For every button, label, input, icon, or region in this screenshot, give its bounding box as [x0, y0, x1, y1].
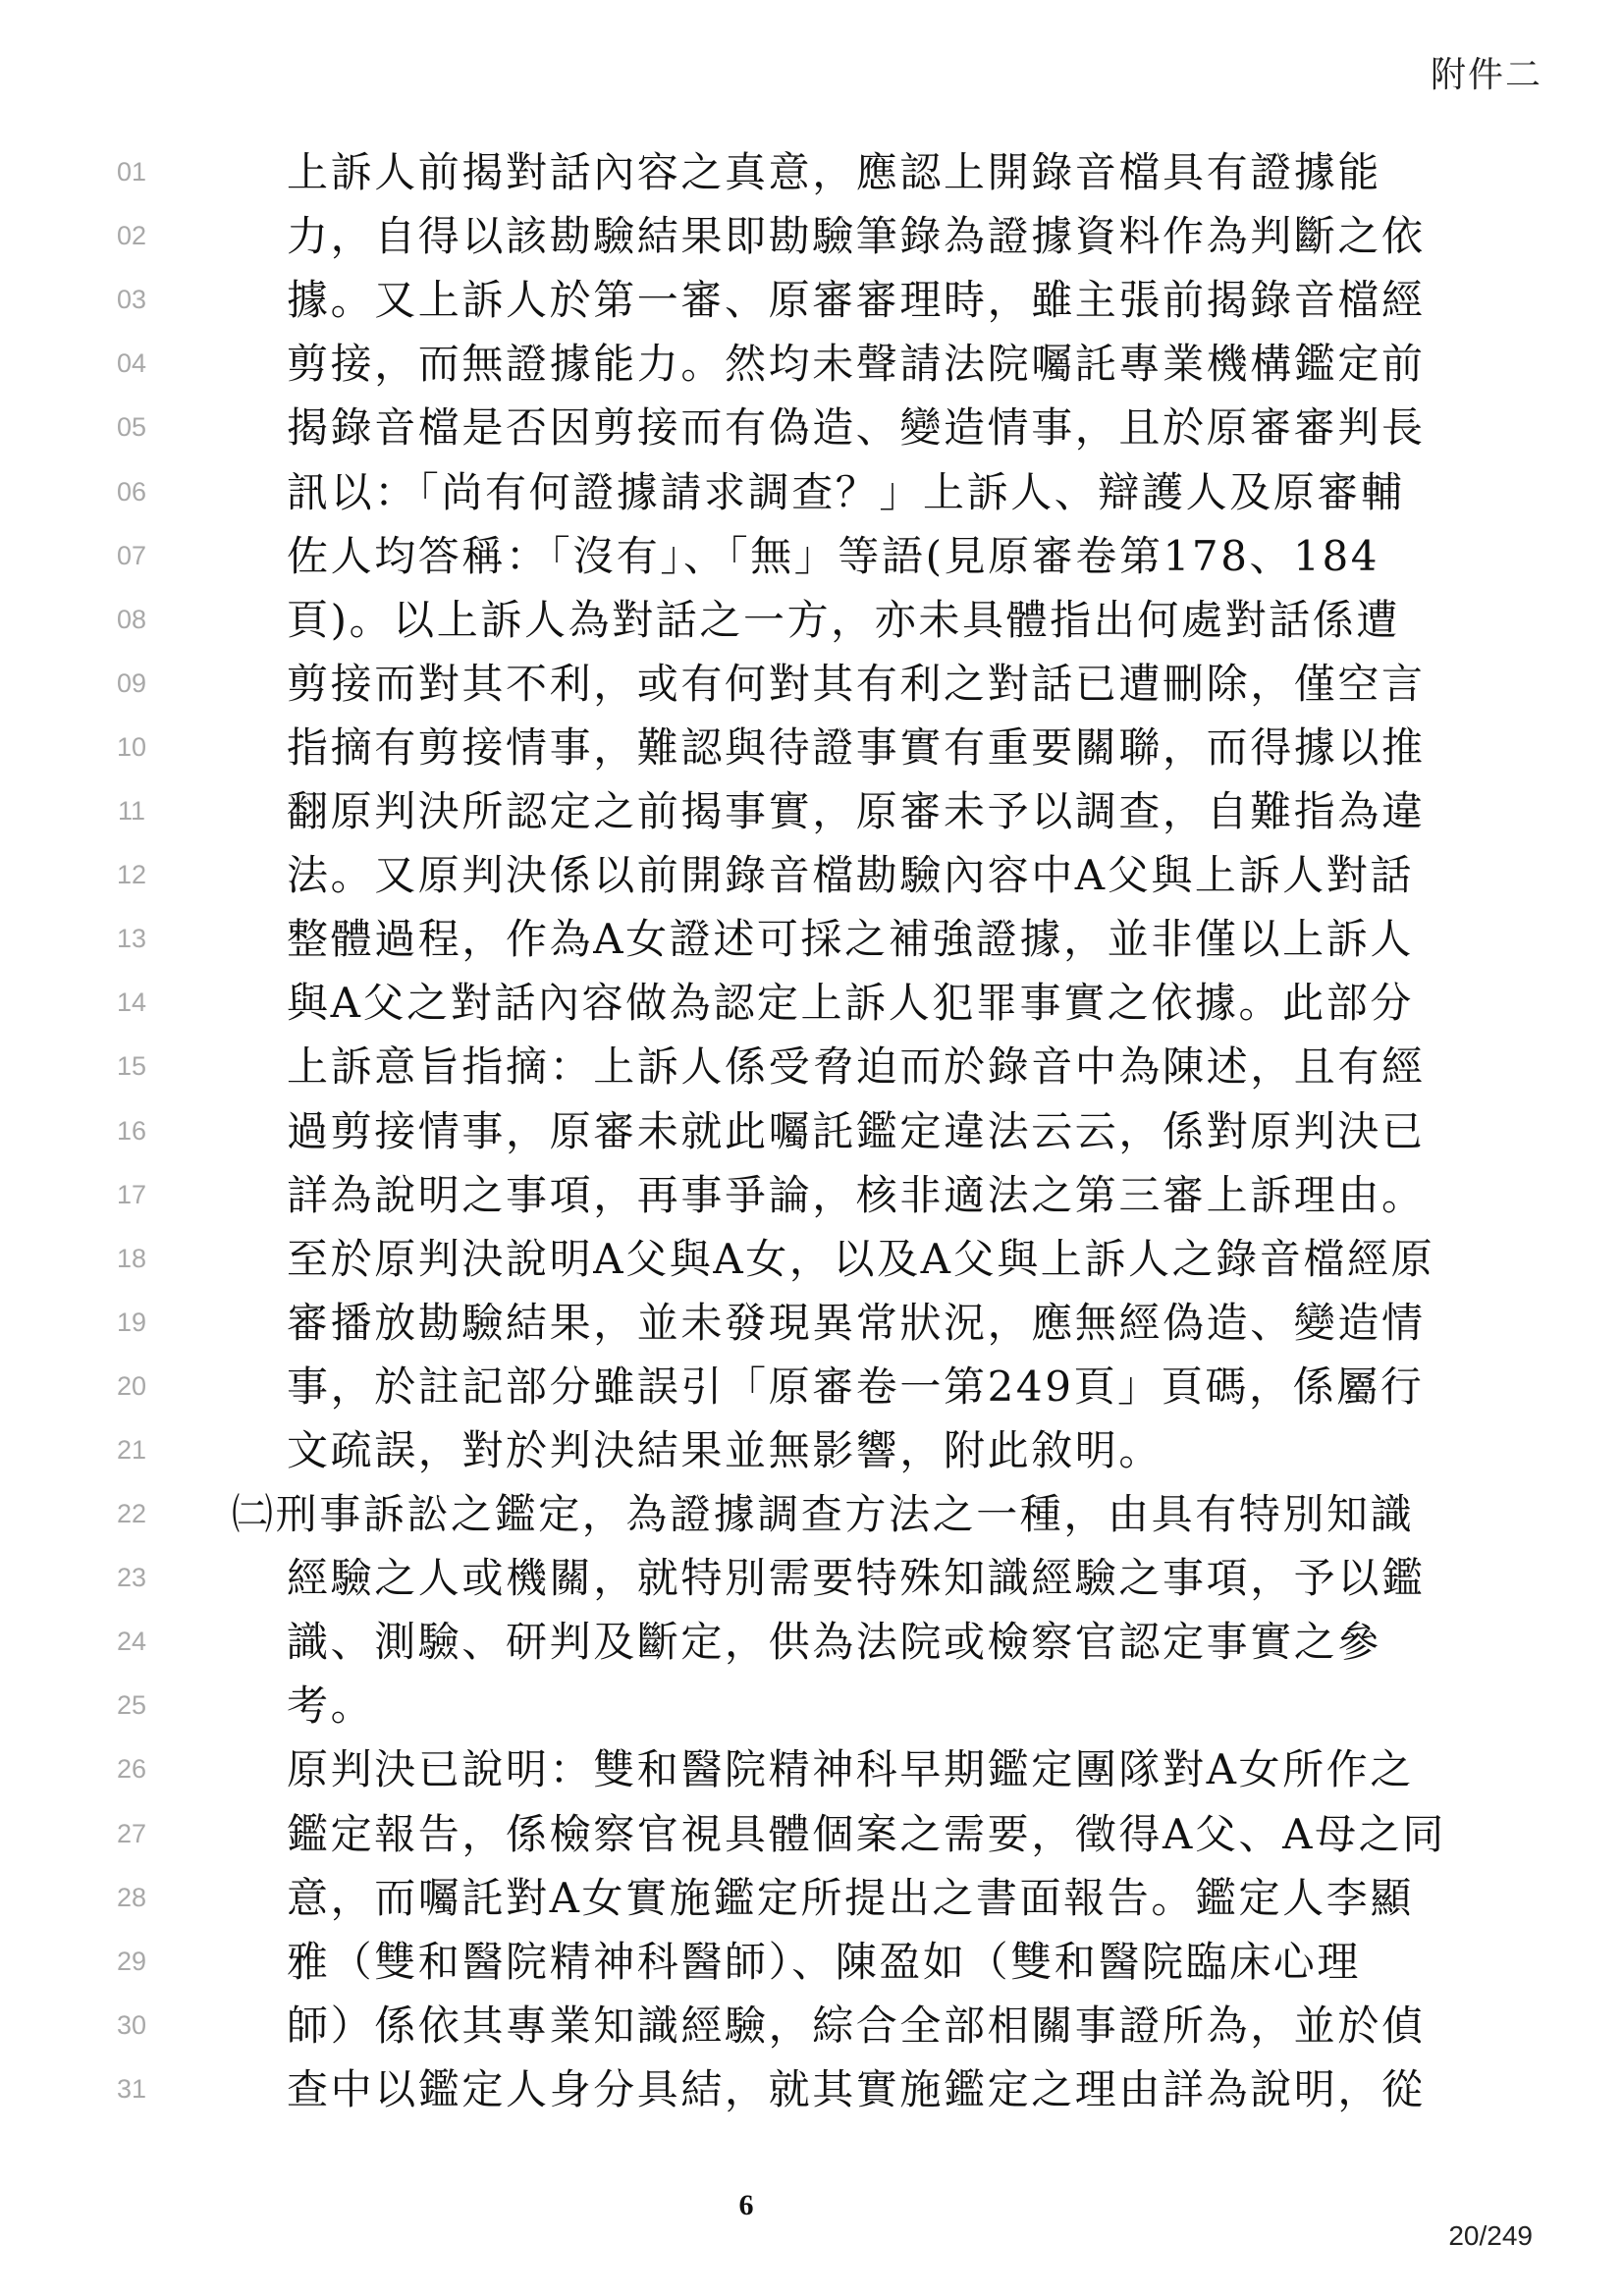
line-text: 過剪接情事，原審未就此囑託鑑定違法云云，係對原判決已: [287, 1107, 1426, 1155]
line-number: 09: [116, 668, 147, 698]
document-line: [0, 400, 1623, 455]
line-number: 24: [116, 1627, 147, 1656]
document-line: [0, 848, 1623, 903]
document-line: [0, 1040, 1623, 1095]
line-text: 翻原判決所認定之前揭事實，原審未予以調查，自難指為違: [287, 787, 1426, 835]
page-count: 20/249: [1448, 2220, 1533, 2251]
document-line: [0, 1742, 1623, 1797]
document-line: [0, 1232, 1623, 1287]
document-line: [0, 1679, 1623, 1734]
line-text: 佐人均答稱：「沒有」、「無」等語(見原審卷第178、184: [287, 532, 1380, 580]
document-line: [0, 976, 1623, 1031]
line-number: 10: [116, 732, 147, 762]
line-text: 訊以：「尚有何證據請求調查？」上訴人、辯護人及原審輔: [287, 468, 1405, 516]
line-number: 06: [116, 477, 147, 507]
line-text: 考。: [287, 1682, 375, 1730]
line-number: 30: [116, 2010, 147, 2040]
line-text: 剪接而對其不利，或有何對其有利之對話已遭刪除，僅空言: [287, 660, 1426, 708]
document-line: [0, 657, 1623, 712]
line-text: 頁)。以上訴人為對話之一方，亦未具體指出何處對話係遭: [287, 596, 1400, 644]
line-text: 意，而囑託對A女實施鑑定所提出之書面報告。鑑定人李顯: [287, 1874, 1414, 1922]
line-number: 01: [116, 157, 147, 187]
document-line: [0, 337, 1623, 392]
line-text: 剪接，而無證據能力。然均未聲請法院囑託專業機構鑑定前: [287, 340, 1426, 388]
document-line: [0, 1296, 1623, 1351]
document-line: [0, 465, 1623, 520]
document-line: [0, 145, 1623, 200]
document-line: [0, 209, 1623, 264]
line-number: 26: [116, 1754, 147, 1784]
document-line: [0, 1487, 1623, 1542]
page-number: 6: [738, 2189, 754, 2221]
line-text: 文疏誤，對於判決結果並無影響，附此敘明。: [287, 1426, 1163, 1474]
line-text: 指摘有剪接情事，難認與待證事實有重要關聯，而得據以推: [287, 723, 1426, 772]
document-line: [0, 1871, 1623, 1926]
document-line: [0, 1935, 1623, 1990]
line-text: 經驗之人或機關，就特別需要特殊知識經驗之事項，予以鑑: [287, 1554, 1426, 1602]
line-text: 事，於註記部分雖誤引「原審卷一第249頁」頁碼，係屬行: [287, 1362, 1425, 1411]
document-line: [0, 912, 1623, 967]
line-text: 至於原判決說明A父與A女，以及A父與上訴人之錄音檔經原: [287, 1235, 1435, 1283]
line-number: 25: [116, 1690, 147, 1720]
line-number: 28: [116, 1883, 147, 1912]
line-number: 04: [116, 348, 147, 378]
line-number: 16: [116, 1116, 147, 1146]
line-text: 鑑定報告，係檢察官視具體個案之需要，徵得A父、A母之同: [287, 1810, 1446, 1858]
line-number: 03: [116, 285, 147, 314]
document-line: [0, 1807, 1623, 1862]
annex-label: 附件二: [1430, 54, 1542, 94]
line-number: 05: [116, 412, 147, 442]
line-text: 原判決已說明：雙和醫院精神科早期鑑定團隊對A女所作之: [287, 1745, 1414, 1793]
line-text: 識、測驗、研判及斷定，供為法院或檢察官認定事實之參: [287, 1618, 1382, 1666]
document-line: [0, 721, 1623, 775]
line-number: 17: [116, 1180, 147, 1209]
line-text: 揭錄音檔是否因剪接而有偽造、變造情事，且於原審審判長: [287, 403, 1426, 452]
line-number: 22: [116, 1499, 147, 1528]
line-number: 19: [116, 1308, 147, 1337]
line-text: 與A父之對話內容做為認定上訴人犯罪事實之依據。此部分: [287, 979, 1414, 1027]
line-number: 12: [116, 860, 147, 889]
document-line: [0, 2062, 1623, 2117]
document-line: [0, 1104, 1623, 1159]
document-line: [0, 1423, 1623, 1478]
document-line: [0, 784, 1623, 839]
document-line: [0, 1360, 1623, 1415]
line-text: 審播放勘驗結果，並未發現異常狀況，應無經偽造、變造情: [287, 1299, 1426, 1347]
line-number: 20: [116, 1371, 147, 1401]
line-text: 整體過程，作為A女證述可採之補強證據，並非僅以上訴人: [287, 915, 1414, 963]
document-line: [0, 1615, 1623, 1670]
line-text: 查中以鑑定人身分具結，就其實施鑑定之理由詳為說明，從: [287, 2065, 1426, 2113]
line-number: 14: [116, 988, 147, 1017]
line-number: 07: [116, 541, 147, 570]
line-text: 據。又上訴人於第一審、原審審理時，雖主張前揭錄音檔經: [287, 276, 1426, 324]
line-number: 11: [117, 796, 146, 826]
line-text: 上訴人前揭對話內容之真意，應認上開錄音檔具有證據能: [287, 148, 1382, 196]
line-number: 27: [116, 1819, 147, 1848]
line-number: 02: [116, 221, 147, 250]
line-text: 上訴意旨指摘：上訴人係受脅迫而於錄音中為陳述，且有經: [287, 1042, 1426, 1091]
document-line: [0, 1999, 1623, 2054]
document-line: [0, 1551, 1623, 1606]
line-text: 師）係依其專業知識經驗，綜合全部相關事證所為，並於偵: [287, 2002, 1426, 2050]
line-text: 詳為說明之事項，再事爭論，核非適法之第三審上訴理由。: [287, 1171, 1426, 1219]
document-line: [0, 593, 1623, 648]
line-number: 21: [116, 1435, 147, 1465]
line-text: 法。又原判決係以前開錄音檔勘驗內容中A父與上訴人對話: [287, 851, 1414, 899]
document-line: [0, 273, 1623, 328]
line-text: 力，自得以該勘驗結果即勘驗筆錄為證據資料作為判斷之依: [287, 212, 1426, 260]
line-number: 08: [116, 605, 147, 634]
document-line: [0, 1168, 1623, 1223]
line-text: ㈡刑事訴訟之鑑定，為證據調查方法之一種，由具有特別知識: [232, 1490, 1415, 1538]
line-text: 雅（雙和醫院精神科醫師）、陳盈如（雙和醫院臨床心理: [287, 1938, 1362, 1986]
document-line: [0, 529, 1623, 584]
line-number: 13: [116, 924, 147, 953]
line-number: 31: [116, 2074, 147, 2104]
line-number: 15: [116, 1051, 147, 1081]
line-number: 29: [116, 1947, 147, 1976]
line-number: 18: [116, 1244, 147, 1273]
line-number: 23: [116, 1563, 147, 1592]
